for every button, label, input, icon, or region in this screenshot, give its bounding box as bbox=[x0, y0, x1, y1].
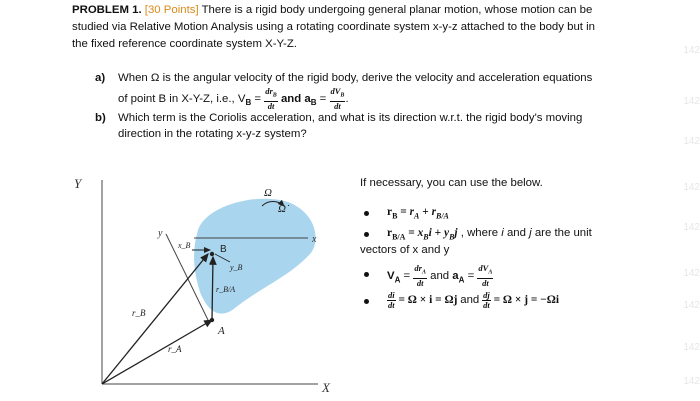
label-rB: r_B bbox=[132, 308, 146, 318]
hints-intro: If necessary, you can use the below. bbox=[360, 177, 543, 189]
fraction-drB-dt: $\frac{dr_B}{dt}$ bbox=[265, 86, 277, 111]
part-b-line-2: direction in the rotating x-y-z system? bbox=[118, 128, 307, 140]
label-y: y bbox=[158, 228, 163, 239]
part-a-label: a) bbox=[95, 72, 106, 84]
part-a-line-2: of point B in X-Y-Z, i.e., $V_B$ = $\frac{dr_B}{dt}$ and $a_B$ = $\frac{dV_B}{dt}$ . bbox=[118, 86, 349, 111]
label-Omega: Ω bbox=[264, 187, 272, 199]
hint-item-1: $r_B = r_A + r_{B/A}$ bbox=[387, 206, 449, 221]
bullet-3 bbox=[364, 272, 369, 277]
bullet-1 bbox=[364, 211, 369, 216]
bullet-2 bbox=[364, 232, 369, 237]
hint-item-4: $\frac{di}{dt}$ = Ω × i = Ωj and $\frac{dj}{dt}$ = Ω × j = −Ωi bbox=[388, 290, 559, 310]
point-B bbox=[210, 252, 214, 256]
hint-item-3: $V_A$ = $\frac{dr_A}{dt}$ and $a_A$ = $\frac{dV_A}{dt}$ bbox=[387, 263, 493, 288]
part-b-label: b) bbox=[95, 112, 106, 124]
problem-points: [30 Points] bbox=[144, 4, 199, 16]
hint-item-2: $r_{B/A} = x_Bi + y_Bj$ , where i and j are the unit bbox=[387, 227, 592, 242]
label-X: X bbox=[322, 380, 330, 395]
problem-intro-line-2: studied via Relative Motion Analysis using a rotating coordinate system x-y-z attached to the body but in bbox=[72, 21, 595, 33]
bullet-4 bbox=[364, 299, 369, 304]
label-x: x bbox=[312, 234, 317, 245]
label-rBA: r_B/A bbox=[216, 285, 236, 294]
part-a-line-1: When Ω is the angular velocity of the rigid body, derive the velocity and acceleration equations bbox=[118, 72, 593, 84]
problem-intro-line-1: There is a rigid body undergoing general planar motion, whose motion can be bbox=[201, 4, 593, 16]
label-xB: x_B bbox=[178, 241, 191, 250]
label-Y: Y bbox=[74, 176, 82, 191]
label-rA: r_A bbox=[168, 344, 182, 354]
label-yB: y_B bbox=[230, 263, 243, 272]
vector-rA bbox=[102, 320, 212, 384]
label-Omega-dot: Ω̇ bbox=[278, 203, 286, 215]
problem-intro-line-3: the fixed reference coordinate system X-Y-Z. bbox=[72, 38, 297, 50]
fraction-dVB-dt: $\frac{dV_B}{dt}$ bbox=[330, 86, 345, 111]
problem-heading: PROBLEM 1. bbox=[72, 4, 142, 16]
hint-item-2-cont: vectors of x and y bbox=[360, 244, 450, 256]
label-A: A bbox=[218, 325, 225, 337]
vector-rB bbox=[102, 254, 208, 384]
problem-line-1 bbox=[72, 3, 592, 18]
label-B: B bbox=[220, 244, 227, 255]
part-b-line-1: Which term is the Coriolis acceleration, and what is its direction w.r.t. the rigid body's moving bbox=[118, 112, 583, 124]
point-A bbox=[210, 318, 214, 322]
rigid-body-figure bbox=[60, 170, 350, 400]
